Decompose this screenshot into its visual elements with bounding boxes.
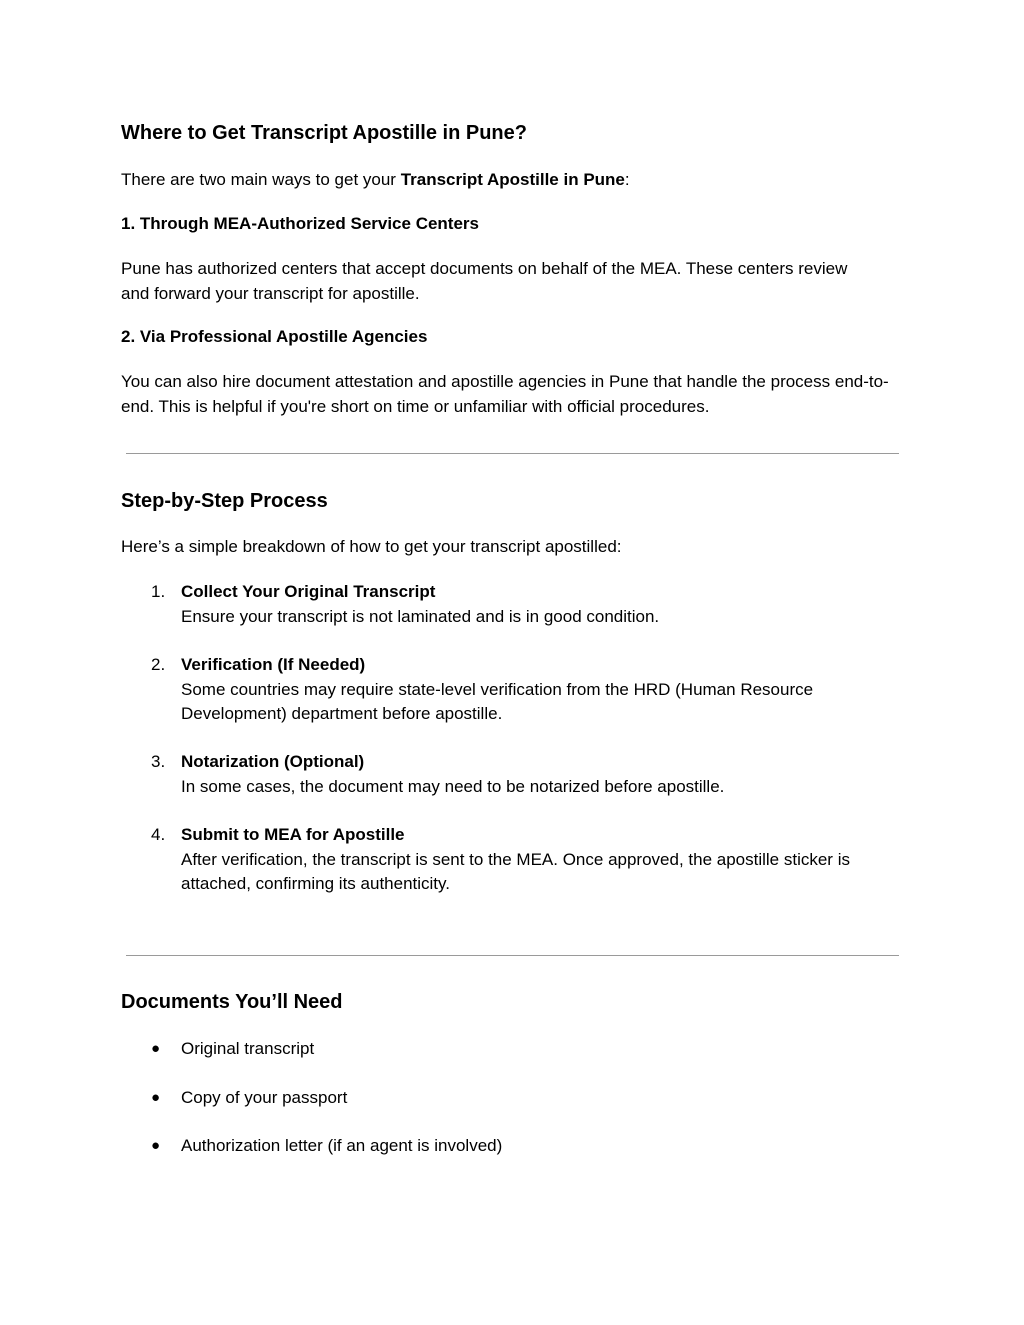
step-description: Ensure your transcript is not laminated and is in good condition. — [181, 606, 660, 626]
option1-text: Pune has authorized centers that accept documents on behalf of the MEA. These centers review and forward your transcript for apostille. — [121, 259, 848, 303]
steps-intro: Here’s a simple breakdown of how to get your transcript apostilled: — [121, 537, 622, 556]
list-item-text: Original transcript — [181, 1039, 315, 1058]
step-description: After verification, the transcript is sent to the MEA. Once approved, the apostille sticker is attached, confirming its authenticity. — [181, 849, 850, 893]
option2-text: You can also hire document attestation and apostille agencies in Pune that handle the process end-to-end. This is helpful if you're short on time or unfamiliar with official procedures. — [121, 372, 889, 416]
step-number: 4. — [151, 825, 166, 844]
section-heading-documents: Documents You’ll Need — [121, 991, 343, 1013]
intro-bold: Transcript Apostille in Pune — [400, 170, 625, 189]
step-description: In some cases, the document may need to be notarized before apostille. — [181, 776, 725, 796]
step-number: 2. — [151, 655, 166, 674]
bullet-icon: ● — [151, 1040, 161, 1057]
step-description: Some countries may require state-level verification from the HRD (Human Resource Development) department before apostille. — [181, 679, 814, 723]
bullet-icon: ● — [151, 1137, 161, 1154]
intro-prefix: There are two main ways to get your — [121, 170, 401, 189]
step-title: Notarization (Optional) — [181, 752, 365, 771]
list-item-text: Authorization letter (if an agent is involved) — [181, 1136, 503, 1155]
intro-paragraph — [121, 168, 901, 193]
option2-title: 2. Via Professional Apostille Agencies — [121, 327, 428, 346]
step-title: Collect Your Original Transcript — [181, 582, 436, 601]
intro-suffix: : — [624, 170, 630, 189]
step-title: Verification (If Needed) — [181, 655, 366, 674]
step-title: Submit to MEA for Apostille — [181, 825, 405, 844]
section-heading-steps: Step-by-Step Process — [121, 490, 328, 512]
bullet-icon: ● — [151, 1089, 161, 1106]
step-number: 3. — [151, 752, 166, 771]
step-number: 1. — [151, 582, 166, 601]
divider-1 — [126, 453, 899, 454]
option1-title: 1. Through MEA-Authorized Service Centers — [121, 214, 479, 233]
list-item-text: Copy of your passport — [181, 1088, 348, 1107]
section-heading-where: Where to Get Transcript Apostille in Pune? — [121, 122, 527, 144]
divider-2 — [126, 955, 899, 956]
